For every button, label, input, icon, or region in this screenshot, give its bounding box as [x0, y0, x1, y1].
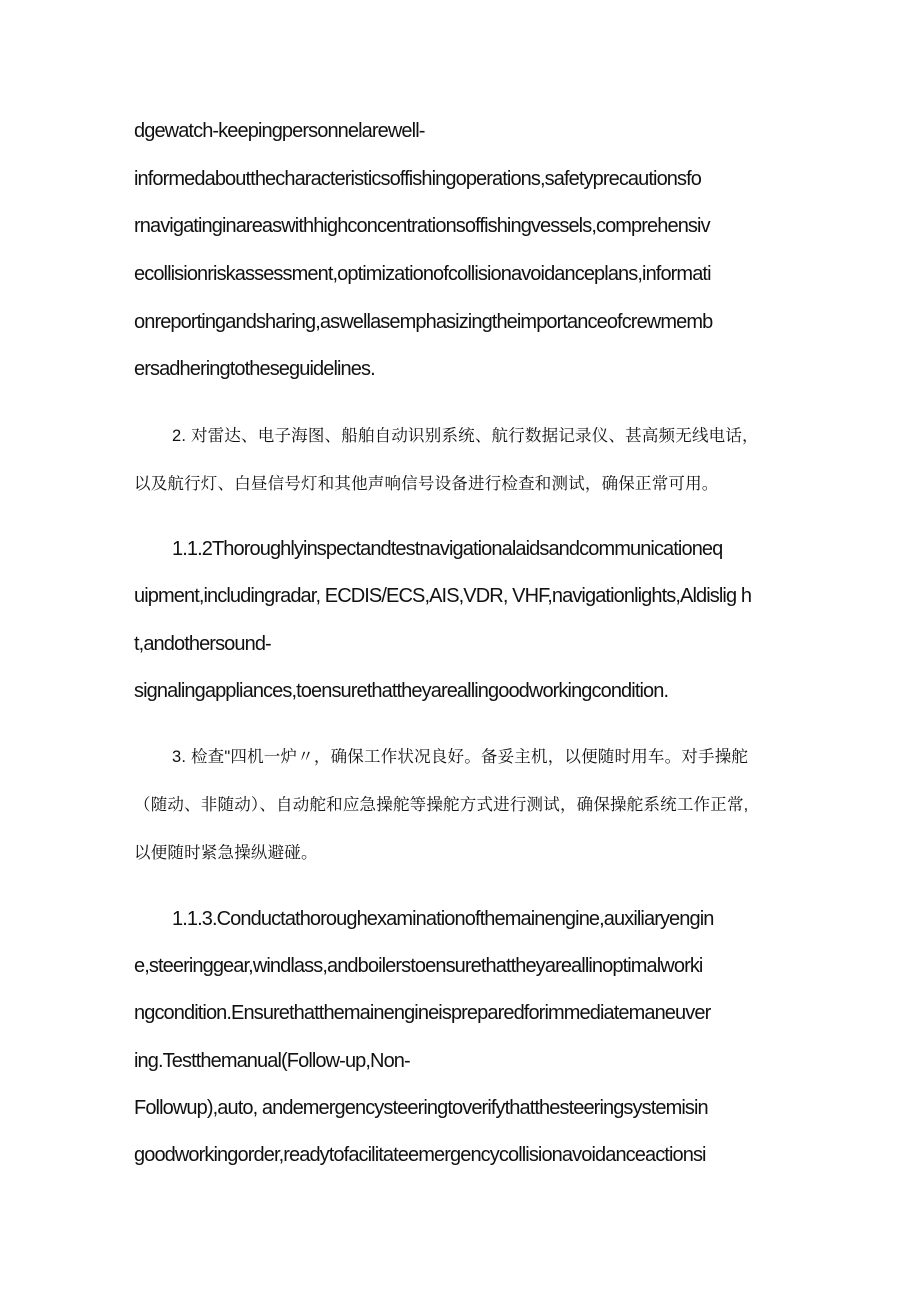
para3-line-2: uipment,includingradar, ECDIS/ECS,AIS,VDR, VHF,navigationlights,Aldislig h	[134, 585, 752, 607]
para5-line-1: 1.1.3.Conductathoroughexaminationofthemainengine,auxiliaryengin	[172, 908, 714, 930]
para5-line-6: goodworkingorder,readytofacilitateemergencycollisionavoidanceactionsi	[134, 1144, 706, 1166]
para1-line-6: ersadheringtotheseguidelines.	[134, 358, 375, 380]
para5-line-5: Followup),auto, andemergencysteeringtoverifythatthesteeringsystemisin	[134, 1097, 708, 1119]
para4-cn-line-3: 以便随时紧急操纵避碰。	[134, 844, 318, 862]
para4-cn-line-2: （随动、非随动）、自动舵和应急操舵等操舵方式进行测试，确保操舵系统工作正常,	[134, 796, 749, 814]
para3-line-4: signalingappliances,toensurethattheyareallingoodworkingcondition.	[134, 680, 669, 702]
para1-line-3: rnavigatinginareaswithhighconcentrationsoffishingvessels,comprehensiv	[134, 215, 710, 237]
para3-line-3: t,andothersound-	[134, 633, 271, 655]
para5-line-4: ing.Testthemanual(Follow-up,Non-	[134, 1050, 410, 1072]
para3-line-1: 1.1.2Thoroughlyinspectandtestnavigationalaidsandcommunicationeq	[172, 538, 723, 560]
para5-line-3: ngcondition.Ensurethatthemainengineispreparedforimmediatemaneuver	[134, 1002, 711, 1024]
para1-line-1: dgewatch-keepingpersonnelarewell-	[134, 120, 425, 142]
para5-line-2: e,steeringgear,windlass,andboilerstoensurethattheyareallinoptimalworki	[134, 955, 703, 977]
para1-line-5: onreportingandsharing,aswellasemphasizingtheimportanceofcrewmemb	[134, 311, 713, 333]
para1-line-2: informedaboutthecharacteristicsoffishingoperations,safetyprecautionsfo	[134, 168, 702, 190]
para2-cn-line-1: 2. 对雷达、电子海图、船舶自动识别系统、航行数据记录仪、甚高频无线电话，	[172, 427, 759, 445]
para4-cn-line-1: 3. 检查"四机一炉〃，确保工作状况良好。备妥主机，以便随时用车。对手操舵	[172, 748, 749, 766]
para2-cn-line-2: 以及航行灯、白昼信号灯和其他声响信号设备进行检查和测试，确保正常可用。	[134, 475, 719, 493]
para1-line-4: ecollisionriskassessment,optimizationofcollisionavoidanceplans,informati	[134, 263, 711, 285]
